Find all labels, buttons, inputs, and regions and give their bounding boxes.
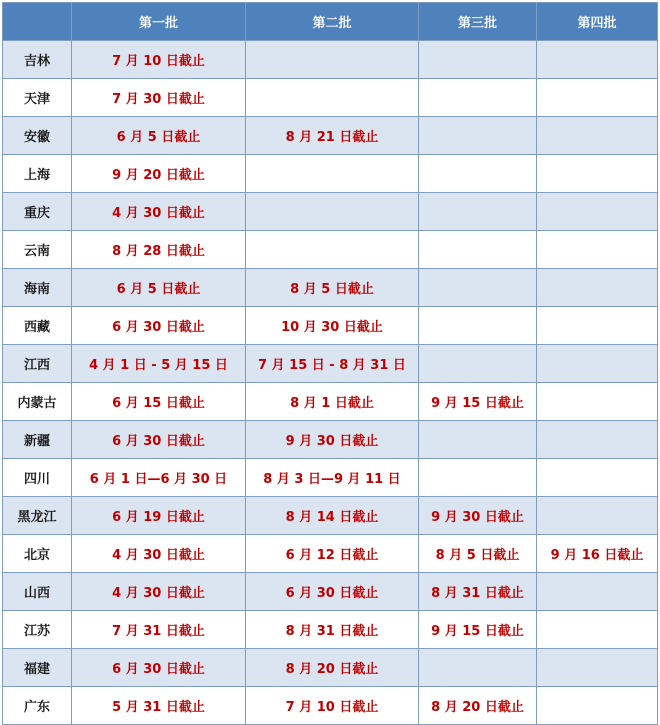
header-batch-1: 第一批 bbox=[72, 3, 246, 41]
table-row bbox=[3, 459, 658, 497]
batch-1-deadline-cell: 6 月 1 日—6 月 30 日 bbox=[72, 459, 246, 497]
table-row bbox=[3, 269, 658, 307]
batch-3-deadline-cell bbox=[419, 269, 537, 307]
batch-3-deadline-cell: 9 月 15 日截止 bbox=[419, 611, 537, 649]
table-row bbox=[3, 535, 658, 573]
batch-3-deadline-cell bbox=[419, 117, 537, 155]
batch-3-deadline-cell: 9 月 30 日截止 bbox=[419, 497, 537, 535]
table-row bbox=[3, 307, 658, 345]
province-cell: 新疆 bbox=[3, 421, 72, 459]
batch-4-deadline-cell bbox=[537, 41, 658, 79]
batch-2-deadline-cell: 9 月 30 日截止 bbox=[246, 421, 419, 459]
table-row bbox=[3, 649, 658, 687]
batch-2-deadline-cell: 8 月 14 日截止 bbox=[246, 497, 419, 535]
batch-4-deadline-cell bbox=[537, 231, 658, 269]
batch-2-deadline-cell: 8 月 5 日截止 bbox=[246, 269, 419, 307]
batch-2-deadline-cell bbox=[246, 79, 419, 117]
batch-2-deadline-cell: 8 月 21 日截止 bbox=[246, 117, 419, 155]
province-cell: 海南 bbox=[3, 269, 72, 307]
batch-1-deadline-cell: 9 月 20 日截止 bbox=[72, 155, 246, 193]
header-row bbox=[3, 3, 658, 41]
table-row bbox=[3, 117, 658, 155]
batch-4-deadline-cell bbox=[537, 79, 658, 117]
batch-4-deadline-cell bbox=[537, 497, 658, 535]
province-cell: 天津 bbox=[3, 79, 72, 117]
batch-2-deadline-cell: 8 月 1 日截止 bbox=[246, 383, 419, 421]
table-row bbox=[3, 155, 658, 193]
table-row bbox=[3, 193, 658, 231]
header-batch-2: 第二批 bbox=[246, 3, 419, 41]
batch-4-deadline-cell bbox=[537, 459, 658, 497]
batch-1-deadline-cell: 7 月 10 日截止 bbox=[72, 41, 246, 79]
batch-2-deadline-cell bbox=[246, 155, 419, 193]
table-row bbox=[3, 497, 658, 535]
batch-4-deadline-cell bbox=[537, 307, 658, 345]
batch-3-deadline-cell: 8 月 5 日截止 bbox=[419, 535, 537, 573]
batch-1-deadline-cell: 6 月 5 日截止 bbox=[72, 269, 246, 307]
batch-4-deadline-cell bbox=[537, 687, 658, 725]
batch-3-deadline-cell bbox=[419, 649, 537, 687]
province-cell: 上海 bbox=[3, 155, 72, 193]
batch-4-deadline-cell bbox=[537, 193, 658, 231]
batch-1-deadline-cell: 7 月 31 日截止 bbox=[72, 611, 246, 649]
batch-2-deadline-cell: 8 月 3 日—9 月 11 日 bbox=[246, 459, 419, 497]
batch-1-deadline-cell: 6 月 19 日截止 bbox=[72, 497, 246, 535]
batch-2-deadline-cell: 6 月 30 日截止 bbox=[246, 573, 419, 611]
province-cell: 内蒙古 bbox=[3, 383, 72, 421]
batch-2-deadline-cell: 10 月 30 日截止 bbox=[246, 307, 419, 345]
batch-1-deadline-cell: 6 月 5 日截止 bbox=[72, 117, 246, 155]
table-row bbox=[3, 345, 658, 383]
province-cell: 重庆 bbox=[3, 193, 72, 231]
batch-3-deadline-cell bbox=[419, 155, 537, 193]
batch-4-deadline-cell bbox=[537, 383, 658, 421]
batch-4-deadline-cell bbox=[537, 155, 658, 193]
batch-1-deadline-cell: 6 月 30 日截止 bbox=[72, 307, 246, 345]
table-body bbox=[3, 41, 658, 725]
province-cell: 黑龙江 bbox=[3, 497, 72, 535]
table-row bbox=[3, 687, 658, 725]
batch-2-deadline-cell bbox=[246, 193, 419, 231]
batch-3-deadline-cell bbox=[419, 459, 537, 497]
batch-3-deadline-cell bbox=[419, 345, 537, 383]
batch-1-deadline-cell: 4 月 30 日截止 bbox=[72, 535, 246, 573]
batch-3-deadline-cell: 8 月 31 日截止 bbox=[419, 573, 537, 611]
batch-2-deadline-cell: 7 月 15 日 - 8 月 31 日 bbox=[246, 345, 419, 383]
batch-2-deadline-cell: 7 月 10 日截止 bbox=[246, 687, 419, 725]
batch-3-deadline-cell: 9 月 15 日截止 bbox=[419, 383, 537, 421]
batch-deadline-table bbox=[2, 2, 658, 725]
header-batch-4: 第四批 bbox=[537, 3, 658, 41]
province-cell: 山西 bbox=[3, 573, 72, 611]
table-row bbox=[3, 41, 658, 79]
province-cell: 西藏 bbox=[3, 307, 72, 345]
province-cell: 四川 bbox=[3, 459, 72, 497]
batch-1-deadline-cell: 4 月 30 日截止 bbox=[72, 573, 246, 611]
batch-3-deadline-cell bbox=[419, 79, 537, 117]
province-cell: 江西 bbox=[3, 345, 72, 383]
batch-1-deadline-cell: 8 月 28 日截止 bbox=[72, 231, 246, 269]
batch-4-deadline-cell bbox=[537, 345, 658, 383]
batch-3-deadline-cell: 8 月 20 日截止 bbox=[419, 687, 537, 725]
batch-4-deadline-cell bbox=[537, 269, 658, 307]
batch-3-deadline-cell bbox=[419, 421, 537, 459]
batch-1-deadline-cell: 5 月 31 日截止 bbox=[72, 687, 246, 725]
batch-2-deadline-cell: 8 月 20 日截止 bbox=[246, 649, 419, 687]
batch-4-deadline-cell bbox=[537, 421, 658, 459]
batch-3-deadline-cell bbox=[419, 193, 537, 231]
table-row bbox=[3, 421, 658, 459]
province-cell: 云南 bbox=[3, 231, 72, 269]
table-row bbox=[3, 79, 658, 117]
table-row bbox=[3, 611, 658, 649]
batch-2-deadline-cell bbox=[246, 41, 419, 79]
batch-4-deadline-cell bbox=[537, 117, 658, 155]
batch-1-deadline-cell: 6 月 15 日截止 bbox=[72, 383, 246, 421]
province-cell: 福建 bbox=[3, 649, 72, 687]
batch-4-deadline-cell: 9 月 16 日截止 bbox=[537, 535, 658, 573]
batch-1-deadline-cell: 4 月 1 日 - 5 月 15 日 bbox=[72, 345, 246, 383]
province-cell: 广东 bbox=[3, 687, 72, 725]
province-cell: 吉林 bbox=[3, 41, 72, 79]
batch-2-deadline-cell bbox=[246, 231, 419, 269]
batch-2-deadline-cell: 8 月 31 日截止 bbox=[246, 611, 419, 649]
batch-3-deadline-cell bbox=[419, 307, 537, 345]
header-corner-cell bbox=[3, 3, 72, 41]
table-row bbox=[3, 383, 658, 421]
province-cell: 江苏 bbox=[3, 611, 72, 649]
batch-1-deadline-cell: 6 月 30 日截止 bbox=[72, 421, 246, 459]
province-cell: 北京 bbox=[3, 535, 72, 573]
header-batch-3: 第三批 bbox=[419, 3, 537, 41]
table-row bbox=[3, 231, 658, 269]
batch-1-deadline-cell: 6 月 30 日截止 bbox=[72, 649, 246, 687]
batch-4-deadline-cell bbox=[537, 611, 658, 649]
province-cell: 安徽 bbox=[3, 117, 72, 155]
table-row bbox=[3, 573, 658, 611]
batch-4-deadline-cell bbox=[537, 649, 658, 687]
batch-3-deadline-cell bbox=[419, 231, 537, 269]
batch-1-deadline-cell: 7 月 30 日截止 bbox=[72, 79, 246, 117]
batch-1-deadline-cell: 4 月 30 日截止 bbox=[72, 193, 246, 231]
batch-2-deadline-cell: 6 月 12 日截止 bbox=[246, 535, 419, 573]
batch-3-deadline-cell bbox=[419, 41, 537, 79]
batch-4-deadline-cell bbox=[537, 573, 658, 611]
